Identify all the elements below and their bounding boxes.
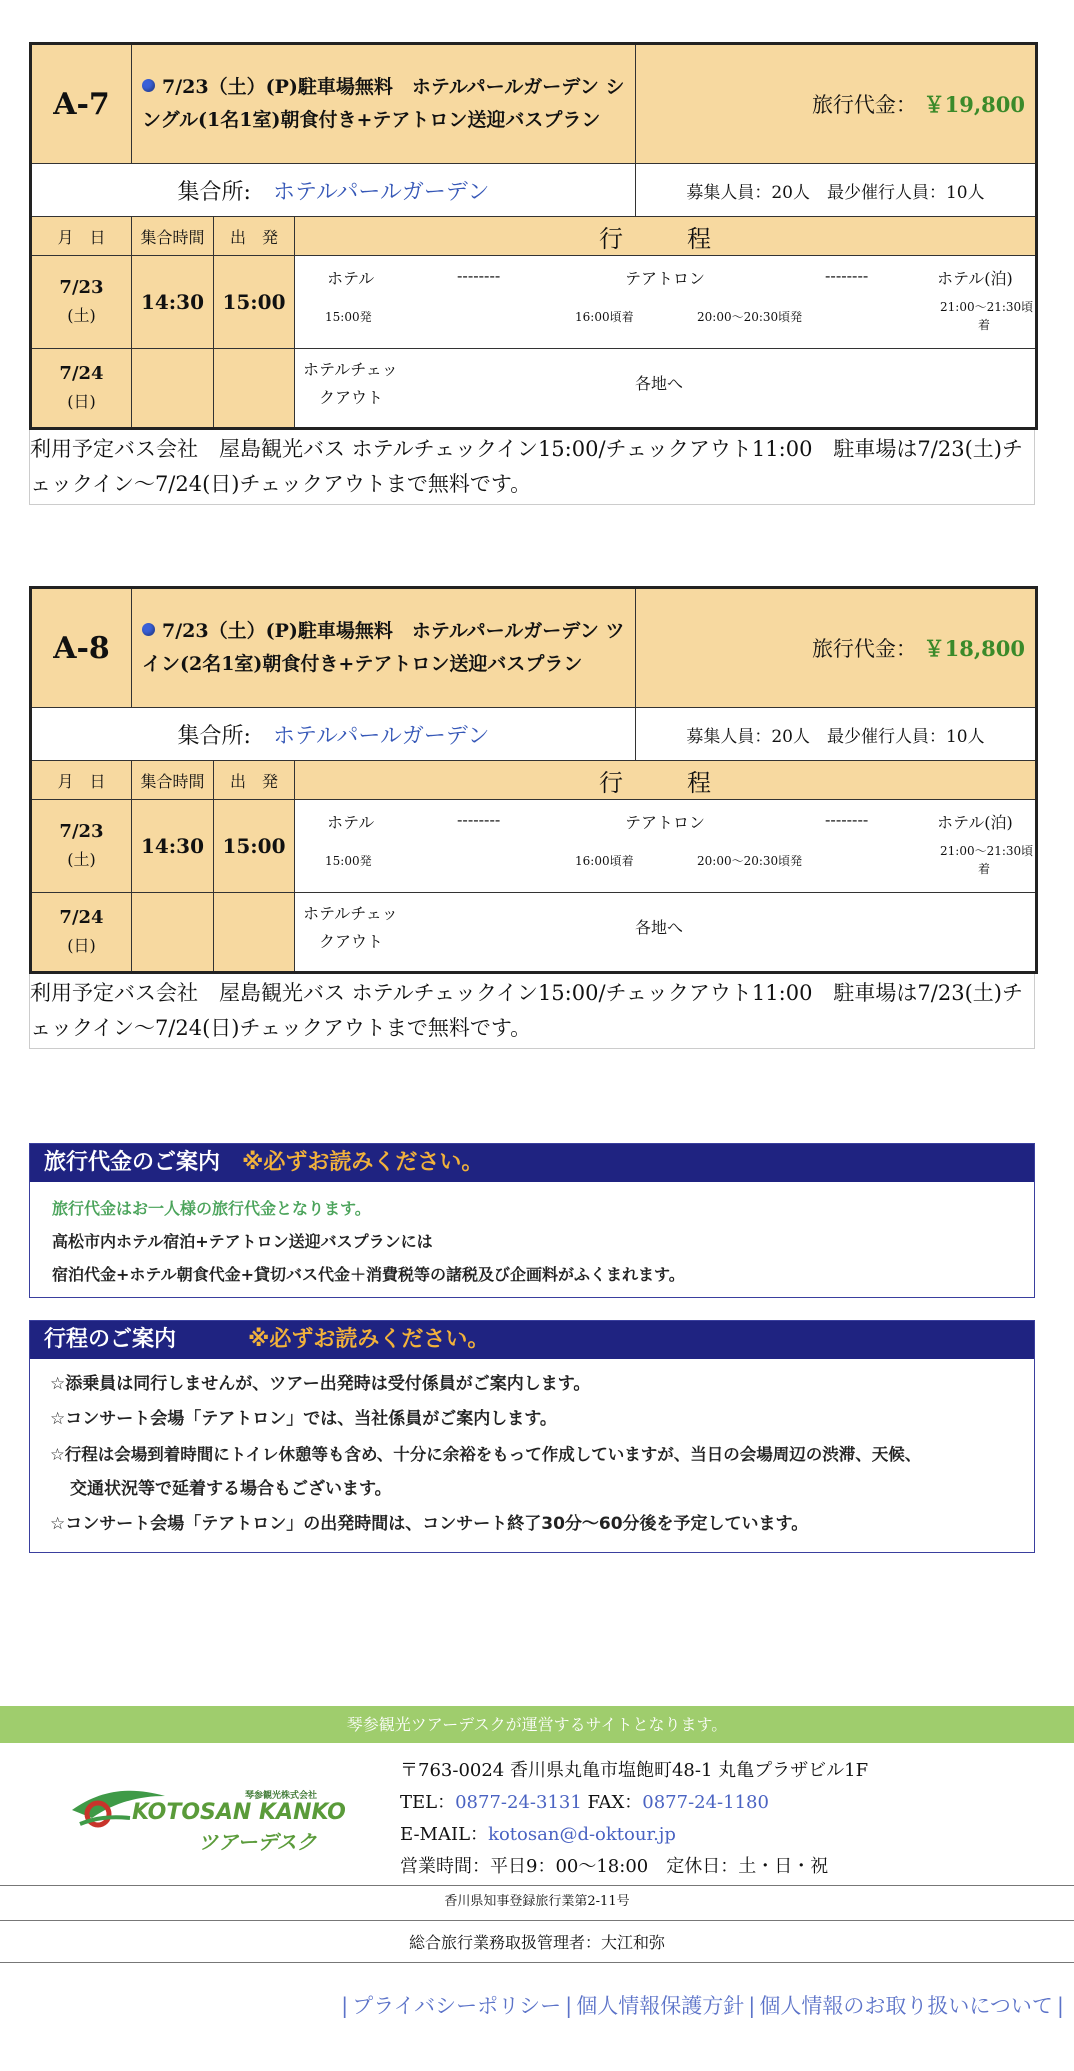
plan-title [132,588,636,708]
plan-code: A-8 [31,588,132,708]
dow-text: (日) [67,392,96,411]
personal-info-link[interactable]: 個人情報のお取り扱いについて [759,1994,1053,2018]
link-separator: | [748,1994,756,2018]
box-heading: 旅行代金のご案内 [44,1150,221,1175]
fax-label: FAX： [581,1792,643,1813]
sched-time: 21:00～21:30頃 [940,300,1034,314]
itinerary-info-header [30,1321,1034,1359]
sched-dash: -------- [825,266,869,285]
itinerary-info-box [29,1320,1035,1553]
day2-depart [214,893,295,973]
meeting-label: 集合所: [177,179,251,205]
sched-time: 着 [978,318,991,332]
price-info-box [29,1143,1035,1298]
sched-time: 16:00頃着 [575,854,634,868]
date-text: 7/23 [59,277,104,298]
dow-text: (土) [67,850,96,869]
day2-gather [132,349,214,429]
address-line: 〒763-0024 香川県丸亀市塩飽町48-1 丸亀プラザビル1F [400,1760,869,1781]
logo-small-text: 琴参観光株式会社 [245,1791,318,1801]
day1-date [31,256,132,349]
info-line: ☆行程は会場到着時間にトイレ休憩等も含め、十分に余裕をもって作成していますが、当日の会場周辺の渋滞、天候、 [50,1445,922,1464]
sched-theatron: テアトロン [625,813,706,832]
day2-schedule [295,893,1037,973]
sched-time: 20:00～20:30頃発 [697,854,803,868]
price-value: ￥18,800 [923,636,1025,661]
plan-title-text: 7/23（土）(P)駐車場無料 ホテルパールガーデン ツイン(2名1室)朝食付き+テアトロン送迎バスプラン [142,620,625,675]
info-line: ☆添乗員は同行しませんが、ツアー出発時は受付係員がご案内します。 [50,1374,591,1394]
meeting-place: ホテルパールガーデン [272,723,490,749]
date-text: 7/24 [59,363,104,384]
bullet-icon [142,79,155,92]
sched-time: 16:00頃着 [575,310,634,324]
capacity: 募集人員：20人 最少催行人員：10人 [636,708,1037,761]
day2-gather [132,893,214,973]
price-info-header [30,1144,1034,1182]
day2-date [31,349,132,429]
day1-gather: 14:30 [132,800,214,893]
header-date: 月 日 [31,217,132,256]
divider [0,1920,1074,1921]
plan-price [636,588,1037,708]
info-line: 旅行代金はお一人様の旅行代金となります。 [52,1199,371,1218]
header-itinerary: 行 程 [295,217,1037,256]
sched-hotel-stay: ホテル(泊) [937,813,1013,832]
footer-links [337,1990,1068,2020]
sched-checkout: ホテルチェッ [303,360,398,379]
tel-link[interactable]: 0877-24-3131 [455,1792,582,1813]
day1-schedule [295,256,1037,349]
sched-time: 21:00～21:30頃 [940,844,1034,858]
registration: 香川県知事登録旅行業第2-11号 [444,1894,630,1909]
info-line: 高松市内ホテル宿泊+テアトロン送迎バスプランには [52,1232,433,1251]
price-info-body [30,1182,1034,1291]
sched-dest: 各地へ [635,374,684,393]
company-logo[interactable] [70,1778,346,1858]
sched-dash: -------- [825,810,869,829]
box-heading: 行程のご案内 [44,1327,177,1352]
link-separator: | [341,1994,349,2018]
bullet-icon [142,623,155,636]
price-value: ￥19,800 [923,92,1025,117]
meeting-point [31,164,636,217]
info-line: ☆コンサート会場「テアトロン」の出発時間は、コンサート終了30分～60分後を予定しています。 [50,1514,809,1534]
header-depart: 出 発 [214,217,295,256]
day2-depart [214,349,295,429]
email-line [400,1819,868,1851]
sched-dest: 各地へ [635,918,684,937]
header-itinerary: 行 程 [295,761,1037,800]
footer-banner: 琴参観光ツアーデスクが運営するサイトとなります。 [0,1706,1074,1743]
sched-theatron: テアトロン [625,269,706,288]
sched-checkout: クアウト [319,388,384,407]
plan-note: 利用予定バス会社 屋島観光バス ホテルチェックイン15:00/チェックアウト11:00 駐車場は7/23(土)チェックイン～7/24(日)チェックアウトまで無料です。 [29,974,1035,1049]
price-label: 旅行代金： [811,93,917,117]
sched-time: 15:00発 [325,854,372,868]
sched-checkout: ホテルチェッ [303,904,398,923]
dow-text: (土) [67,306,96,325]
day1-depart: 15:00 [214,256,295,349]
itinerary-info-body [30,1359,1034,1542]
plan-code: A-7 [31,44,132,164]
logo-main-text: KOTOSAN KANKO [132,1800,346,1825]
plan-price [636,44,1037,164]
email-link[interactable]: kotosan@d-oktour.jp [488,1824,676,1845]
price-label: 旅行代金： [811,637,917,661]
header-date: 月 日 [31,761,132,800]
day1-schedule [295,800,1037,893]
privacy-policy-link[interactable]: プライバシーポリシー [352,1994,562,2018]
header-gather: 集合時間 [132,217,214,256]
sched-checkout: クアウト [319,932,384,951]
sched-hotel: ホテル [327,813,375,832]
sched-time: 15:00発 [325,310,372,324]
phone-line [400,1787,868,1819]
plan-title-text: 7/23（土）(P)駐車場無料 ホテルパールガーデン シングル(1名1室)朝食付き+テアトロン送迎バスプラン [142,76,625,131]
box-warning: ※必ずお読みください。 [248,1327,490,1352]
day2-schedule [295,349,1037,429]
company-address [400,1755,868,1883]
email-label: E-MAIL： [400,1824,489,1845]
header-depart: 出 発 [214,761,295,800]
link-separator: | [1056,1994,1064,2018]
divider [0,1962,1074,1963]
logo-sub-text: ツアーデスク [198,1830,317,1854]
info-line: 宿泊代金+ホテル朝食代金+貸切バス代金＋消費税等の諸税及び企画料がふくまれます。 [52,1265,685,1284]
privacy-protection-link[interactable]: 個人情報保護方針 [576,1994,745,2018]
plan-note: 利用予定バス会社 屋島観光バス ホテルチェックイン15:00/チェックアウト11:00 駐車場は7/23(土)チェックイン～7/24(日)チェックアウトまで無料です。 [29,430,1035,505]
meeting-place: ホテルパールガーデン [272,179,490,205]
header-gather: 集合時間 [132,761,214,800]
tel-label: TEL： [400,1792,456,1813]
info-line: 交通状況等で延着する場合もございます。 [70,1479,392,1499]
info-line: ☆コンサート会場「テアトロン」では、当社係員がご案内します。 [50,1409,557,1429]
plan-title [132,44,636,164]
sched-hotel: ホテル [327,269,375,288]
date-text: 7/23 [59,821,104,842]
plan-table [29,586,1038,974]
sched-dash: -------- [457,810,501,829]
plan-a8 [29,586,1035,1049]
manager: 総合旅行業務取扱管理者：大江和弥 [408,1933,665,1952]
box-warning: ※必ずお読みください。 [242,1150,484,1175]
day1-date [31,800,132,893]
day2-date [31,893,132,973]
capacity: 募集人員：20人 最少催行人員：10人 [636,164,1037,217]
dow-text: (日) [67,936,96,955]
plan-a7 [29,42,1035,505]
divider [0,1885,1074,1886]
sched-time: 20:00～20:30頃発 [697,310,803,324]
meeting-point [31,708,636,761]
plan-table [29,42,1038,430]
sched-time: 着 [978,862,991,876]
link-separator: | [565,1994,573,2018]
day1-gather: 14:30 [132,256,214,349]
sched-hotel-stay: ホテル(泊) [937,269,1013,288]
hours-line: 営業時間：平日9：00～18:00 定休日：土・日・祝 [400,1856,829,1877]
day1-depart: 15:00 [214,800,295,893]
fax-link[interactable]: 0877-24-1180 [642,1792,769,1813]
sched-dash: -------- [457,266,501,285]
date-text: 7/24 [59,907,104,928]
meeting-label: 集合所: [177,723,251,749]
